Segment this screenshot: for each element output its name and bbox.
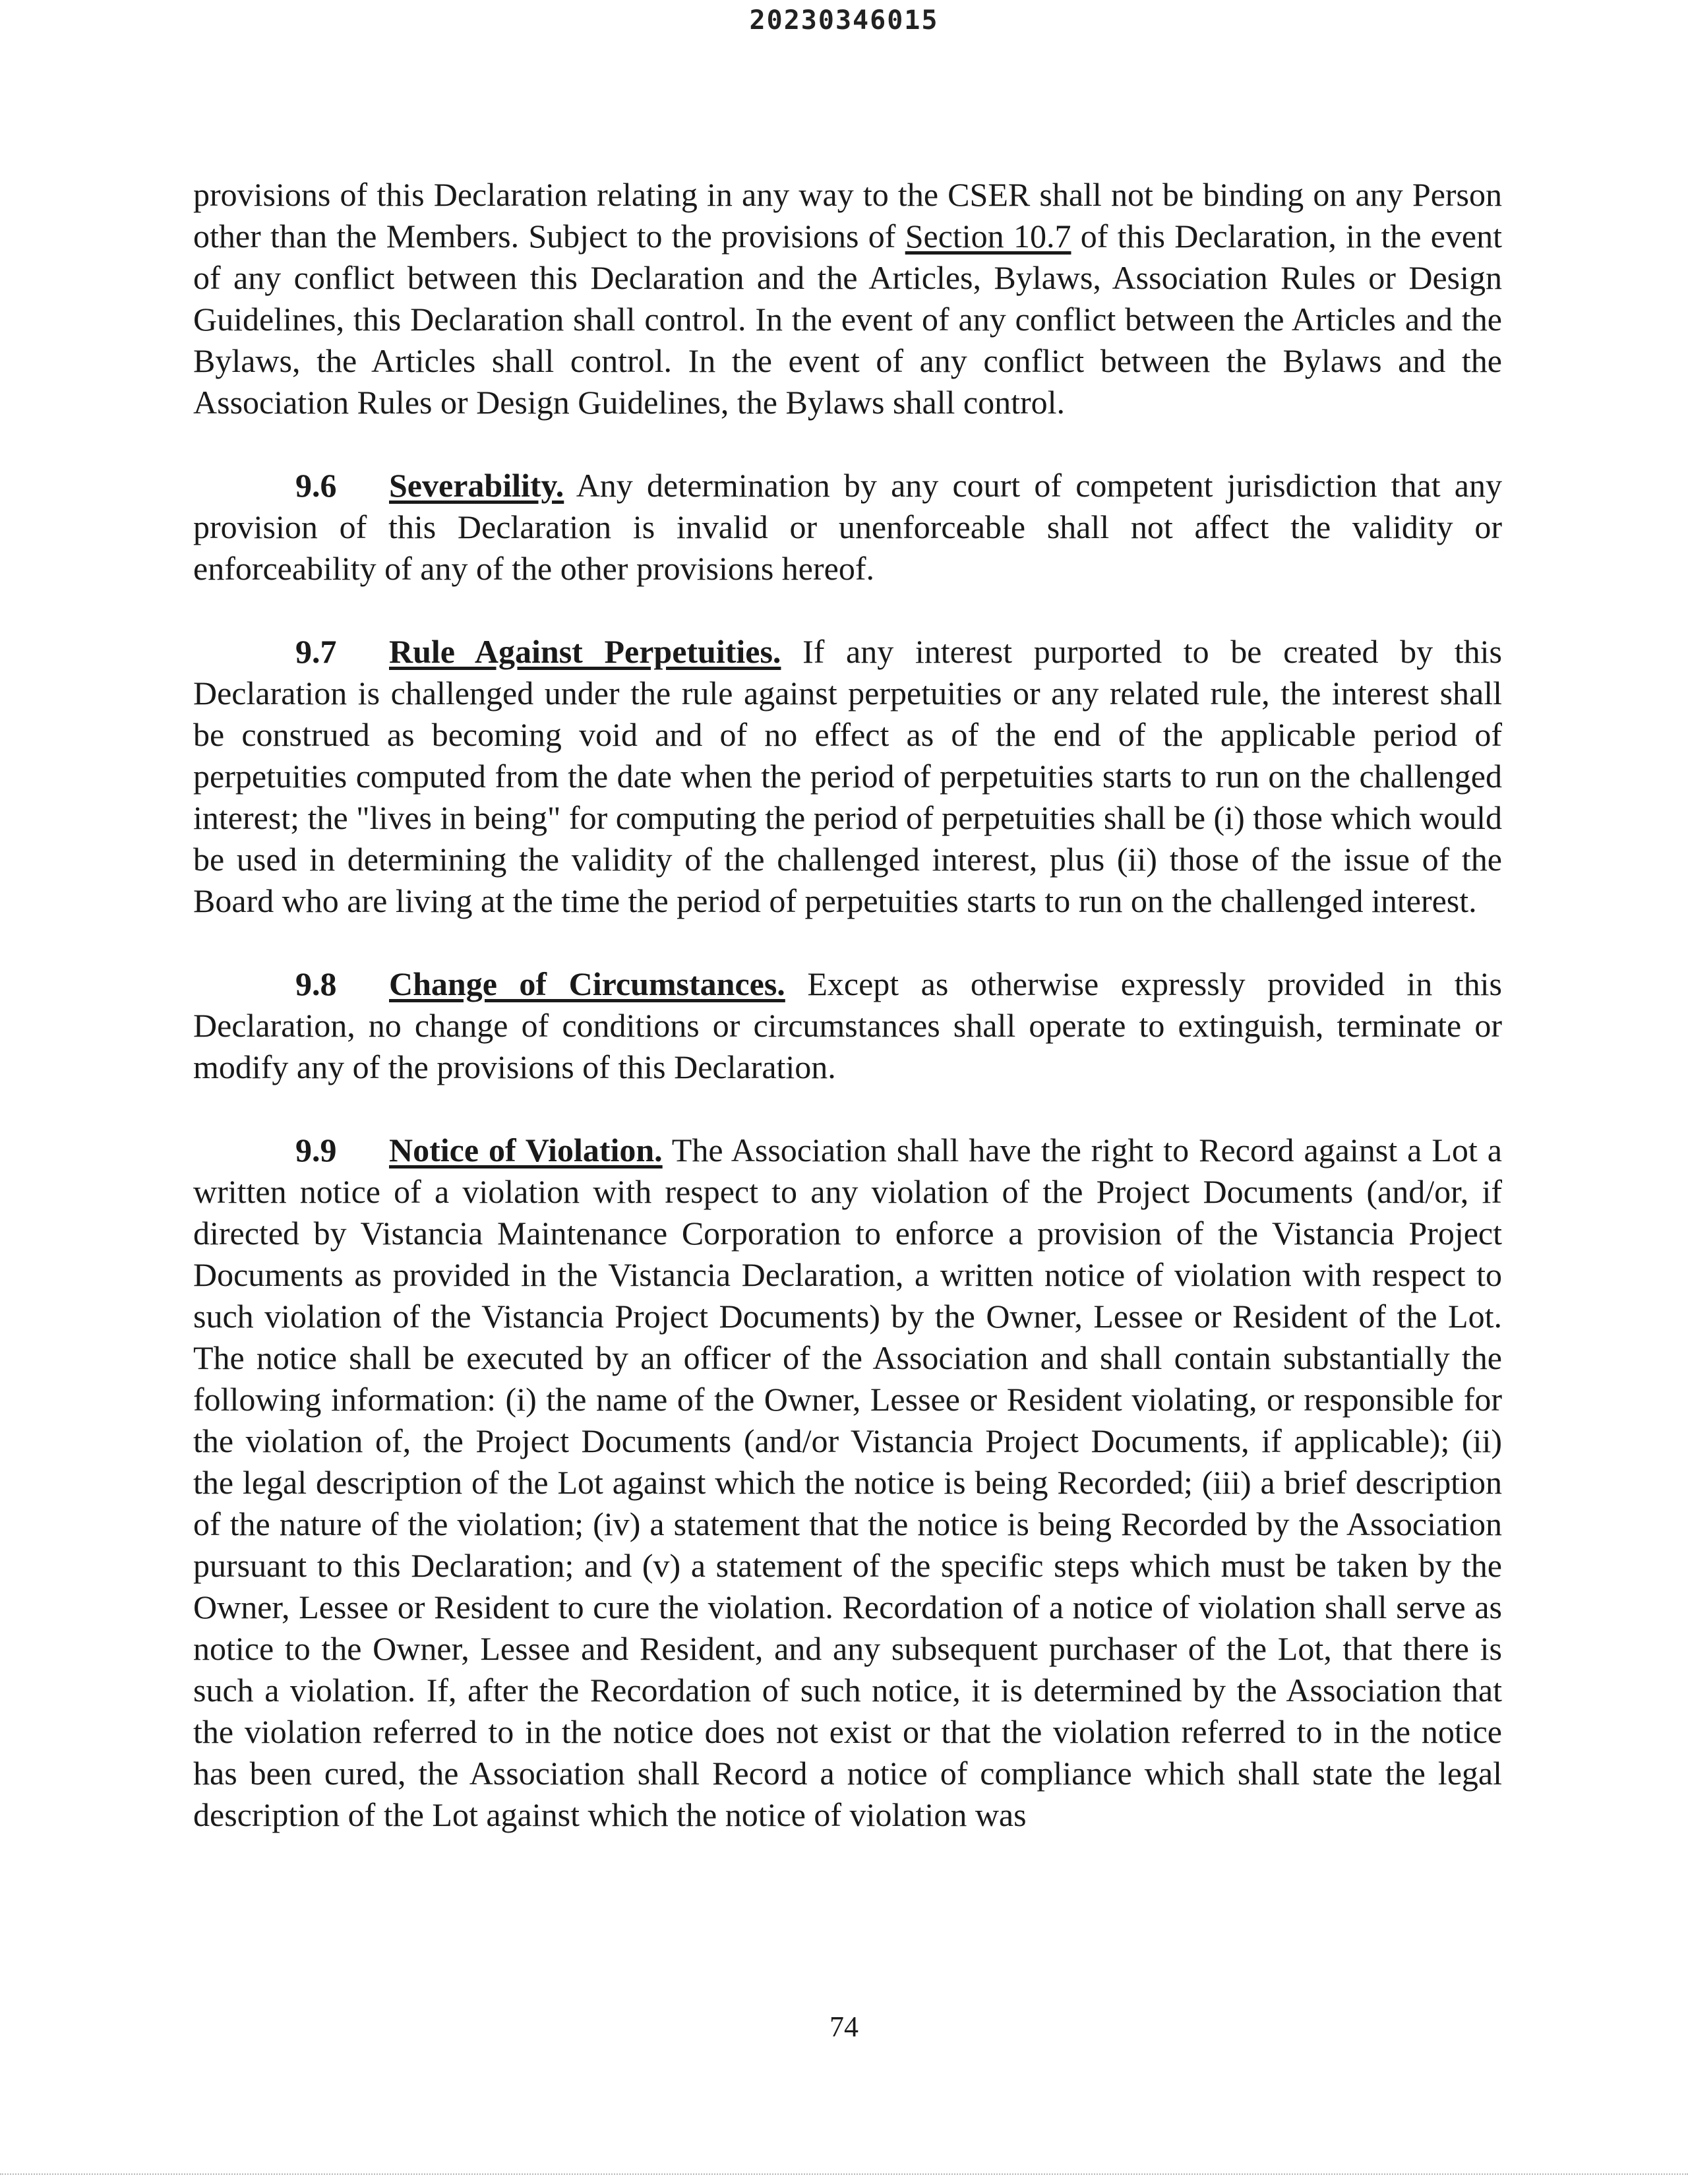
scan-edge-divider — [0, 2173, 1688, 2175]
section-number: 9.8 — [295, 965, 337, 1002]
paragraph-text: of this Declaration, in the event of any conflict between this Declaration and the Articles, Bylaws, Association Rules or Design Guidelines, this Declaration shall control. In the event of any conflict between the Articles and the Bylaws, the Articles shall control. In the event of any conflict between the Bylaws and the Association Rules or Design Guidelines, the Bylaws shall control. — [193, 218, 1502, 421]
section-number: 9.9 — [295, 1132, 337, 1168]
section-number: 9.6 — [295, 467, 337, 504]
document-body — [193, 174, 1502, 1836]
paragraph-intro — [193, 174, 1502, 423]
section-title: Severability. — [389, 467, 564, 504]
section-9-7 — [193, 631, 1502, 922]
section-text: The Association shall have the right to Record against a Lot a written notice of a violation with respect to any violation of the Project Documents (and/or, if directed by Vistancia Maintenance Corporation to enforce a provision of the Vistancia Project Documents as provided in the Vistancia Declaration, a written notice of violation with respect to such violation of the Vistancia Project Documents) by the Owner, Lessee or Resident of the Lot. The notice shall be executed by an officer of the Association and shall contain substantially the following information: (i) the name of the Owner, Lessee or Resident violating, or responsible for the violation of, the Project Documents (and/or Vistancia Project Documents, if applicable); (ii) the legal description of the Lot against which the notice is being Recorded; (iii) a brief description of the nature of the violation; (iv) a statement that the notice is being Recorded by the Association pursuant to this Declaration; and (v) a statement of the specific steps which must be taken by the Owner, Lessee or Resident to cure the violation. Recordation of a notice of violation shall serve as notice to the Owner, Lessee and Resident, and any subsequent purchaser of the Lot, that there is such a violation. If, after the Recordation of such notice, it is determined by the Association that the violation referred to in the notice does not exist or that the violation referred to in the notice has been cured, the Association shall Record a notice of compliance which shall state the legal description of the Lot against which the notice of violation was — [193, 1132, 1502, 1833]
section-9-8 — [193, 963, 1502, 1088]
section-9-9 — [193, 1130, 1502, 1836]
document-number: 20230346015 — [749, 5, 939, 36]
page-number: 74 — [829, 2011, 859, 2043]
section-number: 9.7 — [295, 633, 337, 670]
section-reference: Section 10.7 — [905, 218, 1071, 255]
section-9-6 — [193, 465, 1502, 590]
section-title: Change of Circumstances. — [389, 965, 785, 1002]
section-text: If any interest purported to be created by this Declaration is challenged under the rule against perpetuities or any related rule, the interest shall be construed as becoming void and of no effect as of the end of the applicable period of perpetuities computed from the date when the period of perpetuities starts to run on the challenged interest; the "lives in being" for computing the period of perpetuities shall be (i) those which would be used in determining the validity of the challenged interest, plus (ii) those of the issue of the Board who are living at the time the period of perpetuities starts to run on the challenged interest. — [193, 633, 1502, 919]
section-title: Notice of Violation. — [389, 1132, 663, 1168]
section-text: Any determination by any court of competent jurisdiction that any provision of this Declaration is invalid or unenforceable shall not affect the validity or enforceability of any of the other provisions hereof. — [193, 467, 1502, 587]
section-title: Rule Against Perpetuities. — [389, 633, 781, 670]
paragraph-text: provisions of this Declaration relating in any way to the CSER shall not be binding on any Person other than the Members. Subject to the provisions of — [193, 176, 1502, 255]
section-text: Except as otherwise expressly provided in this Declaration, no change of conditions or circumstances shall operate to extinguish, terminate or modify any of the provisions of this Declaration. — [193, 965, 1502, 1085]
